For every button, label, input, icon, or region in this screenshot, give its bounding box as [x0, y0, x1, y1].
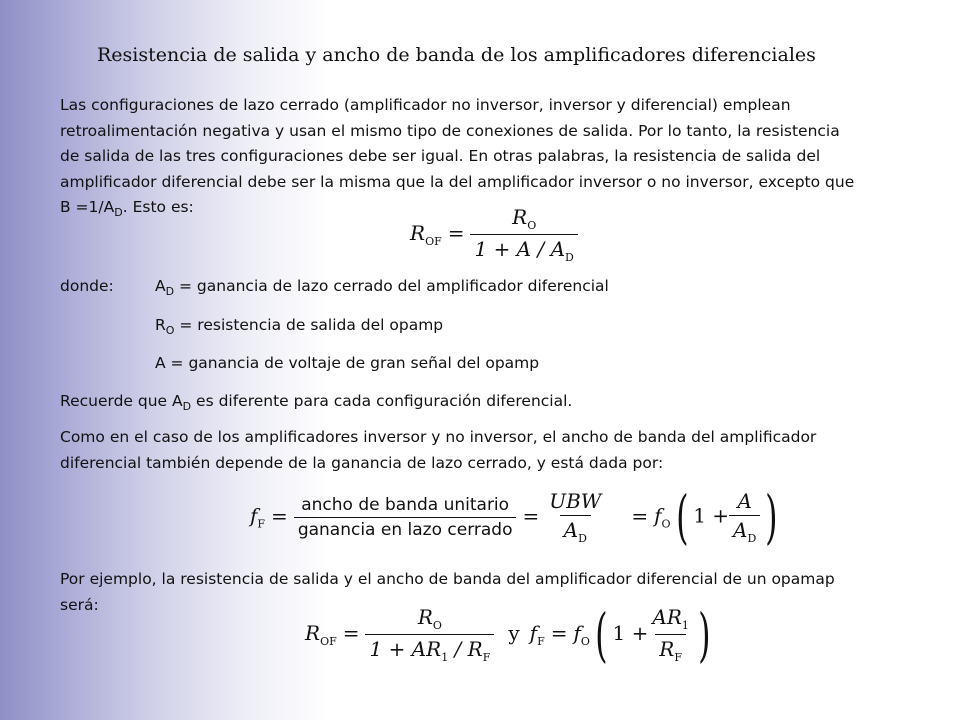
text-fragment: Recuerde que A	[60, 392, 183, 410]
definition-item	[155, 315, 443, 341]
subscript: O	[661, 517, 671, 531]
subscript: D	[182, 400, 192, 414]
definition-item	[155, 353, 539, 373]
fraction	[648, 605, 693, 664]
formula-bandwidth: $f_F$ = $\frac{\text{ancho de banda unitario}}{\text{ganancia en lazo cerrado}}$ = $\frac{\text{UBW}}{A_D}$ = $f_O$( 1 + $\frac{A}{A_D}$ )	[250, 483, 778, 551]
math-symbol: R	[305, 621, 321, 645]
definition-text: = ganancia de voltaje de gran señal del opamp	[165, 354, 540, 372]
formula-output-resistance: $R_{OF}$ = $\frac{R_O}{1 + A / A_D}$	[410, 205, 578, 264]
bandwidth-paragraph	[60, 425, 816, 476]
text-line: será:	[60, 595, 99, 614]
subscript: D	[578, 532, 587, 545]
math-symbol: 1 +	[693, 503, 730, 528]
math-symbol: AR	[652, 605, 682, 629]
text-fragment: es diferente para cada configuración diferencial.	[191, 392, 573, 410]
subscript: F	[482, 651, 491, 664]
math-symbol: UBW	[549, 489, 602, 513]
subscript: F	[674, 651, 682, 664]
denominator: ganancia en lazo cerrado	[294, 517, 517, 540]
left-paren: (	[675, 483, 689, 551]
math-symbol: 1 +	[612, 621, 649, 645]
subscript: D	[114, 206, 123, 220]
symbol: A	[155, 277, 166, 295]
subscript: D	[747, 532, 757, 545]
text-line: amplificador diferencial debe ser la misma que la del amplificador inversor o no inversor, excepto que	[60, 172, 855, 191]
left-paren: (	[595, 600, 608, 669]
math-symbol: f	[250, 503, 258, 528]
conjunction: y	[508, 621, 520, 645]
text-line: retroalimentación negativa y usan el mismo tipo de conexiones de salida. Por lo tanto, la resistencia	[60, 121, 840, 140]
math-symbol: f	[529, 621, 538, 645]
fraction	[294, 495, 517, 540]
formula-example: $R_{OF}$ = $\frac{R_O}{1 + AR_1 / R_F}$ y $f_F = f_O$( 1 + $\frac{AR_1}{R_F}$ )	[305, 600, 711, 669]
note-line	[60, 391, 572, 417]
subscript: F	[257, 517, 266, 531]
text-fragment: B =1/A	[60, 198, 115, 217]
math-symbol: R	[512, 205, 528, 229]
fraction	[365, 605, 494, 664]
text-line: diferencial también depende de la ganancia de lazo cerrado, y está dada por:	[60, 453, 664, 472]
numerator: ancho de banda unitario	[301, 494, 510, 515]
text-line: Las configuraciones de lazo cerrado (amplificador no inversor, inversor y diferencial) emplean	[60, 96, 791, 114]
subscript: OF	[320, 635, 337, 648]
subscript: F	[537, 635, 545, 648]
text-line: Como en el caso de los amplificadores inversor y no inversor, el ancho de banda del amplificador	[60, 428, 817, 446]
definitions-label: donde:	[60, 277, 114, 295]
subscript: O	[432, 619, 442, 632]
math-symbol: A	[563, 518, 579, 542]
subscript: OF	[425, 235, 442, 248]
math-symbol: R	[417, 605, 433, 629]
subscript: D	[565, 251, 574, 264]
math-symbol: f	[654, 503, 662, 528]
math-symbol: R	[410, 221, 426, 245]
math-symbol: 1 + A / A	[474, 237, 566, 261]
subscript: 1	[681, 619, 689, 632]
definition-item	[155, 276, 609, 302]
subscript: O	[580, 635, 590, 648]
right-paren: )	[698, 600, 711, 669]
fraction	[470, 205, 577, 264]
definition-text: = resistencia de salida del opamp	[174, 316, 444, 334]
definition-text: = ganancia de lazo cerrado del amplificador diferencial	[174, 277, 609, 295]
right-paren: )	[765, 483, 778, 551]
math-symbol: / R	[448, 637, 483, 661]
text-line: Por ejemplo, la resistencia de salida y el ancho de banda del amplificador diferencial de un opamap	[60, 570, 835, 588]
text-line: de salida de las tres configuraciones debe ser igual. En otras palabras, la resistencia de salida del	[60, 147, 821, 166]
page-title: Resistencia de salida y ancho de banda de los amplificadores diferenciales	[97, 44, 816, 66]
subscript: O	[165, 324, 175, 338]
math-symbol: f	[573, 621, 581, 645]
subscript: O	[527, 219, 537, 232]
subscript: 1	[441, 651, 449, 664]
fraction	[545, 489, 605, 545]
math-symbol: 1 + AR	[369, 637, 442, 661]
symbol: A	[155, 354, 166, 372]
math-symbol: A	[733, 518, 748, 542]
math-symbol: A	[737, 489, 752, 513]
text-fragment: . Esto es:	[122, 198, 194, 217]
subscript: D	[165, 285, 175, 299]
symbol: R	[155, 316, 166, 334]
fraction	[729, 489, 760, 545]
math-symbol: R	[659, 637, 675, 661]
